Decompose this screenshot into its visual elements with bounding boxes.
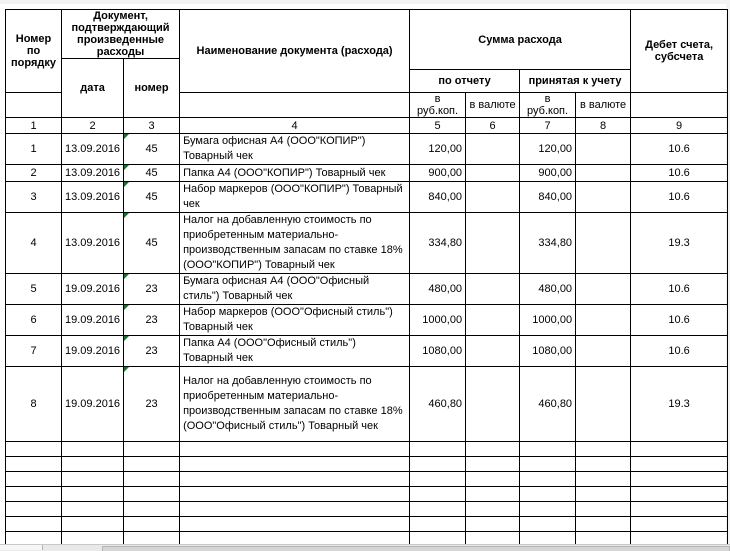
empty-cell[interactable]	[466, 517, 520, 532]
empty-cell[interactable]	[62, 487, 124, 502]
empty-cell[interactable]	[576, 502, 631, 517]
empty-row[interactable]	[6, 472, 728, 487]
empty-cell[interactable]	[520, 442, 576, 457]
empty-row[interactable]	[6, 457, 728, 472]
table-row[interactable]	[6, 367, 728, 442]
column-number: 8	[576, 118, 631, 134]
table-row[interactable]	[6, 134, 728, 165]
empty-cell[interactable]	[466, 472, 520, 487]
accepted-rub-cell[interactable]: 900,00	[520, 165, 576, 182]
amount-rub-cell[interactable]: 1080,00	[410, 336, 466, 367]
amount-currency-cell[interactable]	[466, 134, 520, 165]
empty-cell[interactable]	[631, 487, 728, 502]
accepted-rub-cell[interactable]: 1000,00	[520, 305, 576, 336]
accepted-currency-cell[interactable]	[576, 336, 631, 367]
sheet-tab[interactable]	[0, 545, 43, 550]
debit-account-cell[interactable]: 19.3	[631, 213, 728, 274]
amount-rub-cell[interactable]: 1000,00	[410, 305, 466, 336]
column-number: 7	[520, 118, 576, 134]
header-currency-accepted: в валюте	[576, 93, 631, 118]
empty-row[interactable]	[6, 517, 728, 532]
doc-number-cell[interactable]: 23	[124, 367, 180, 442]
date-cell[interactable]: 13.09.2016	[62, 213, 124, 274]
empty-cell[interactable]	[410, 517, 466, 532]
expense-report-table	[5, 9, 728, 547]
empty-cell[interactable]	[466, 457, 520, 472]
amount-rub-cell[interactable]: 900,00	[410, 165, 466, 182]
empty-cell[interactable]	[124, 502, 180, 517]
header-filler-cell	[631, 93, 728, 118]
column-number: 9	[631, 118, 728, 134]
date-cell[interactable]: 19.09.2016	[62, 305, 124, 336]
accepted-currency-cell[interactable]	[576, 305, 631, 336]
empty-cell[interactable]	[124, 457, 180, 472]
accepted-currency-cell[interactable]	[576, 134, 631, 165]
amount-currency-cell[interactable]	[466, 336, 520, 367]
table-row[interactable]	[6, 336, 728, 367]
empty-cell[interactable]	[631, 457, 728, 472]
amount-rub-cell[interactable]: 334,80	[410, 213, 466, 274]
row-number-cell[interactable]: 8	[6, 367, 62, 442]
row-number-cell[interactable]: 3	[6, 182, 62, 213]
row-number-cell[interactable]: 1	[6, 134, 62, 165]
debit-account-cell[interactable]: 19.3	[631, 367, 728, 442]
empty-cell[interactable]	[631, 502, 728, 517]
column-number: 2	[62, 118, 124, 134]
empty-row[interactable]	[6, 442, 728, 457]
row-number-cell[interactable]: 2	[6, 165, 62, 182]
debit-account-cell[interactable]: 10.6	[631, 134, 728, 165]
empty-cell[interactable]	[576, 472, 631, 487]
header-accepted: принятая к учету	[520, 70, 631, 93]
empty-cell[interactable]	[6, 487, 62, 502]
debit-account-cell[interactable]: 10.6	[631, 305, 728, 336]
accepted-currency-cell[interactable]	[576, 274, 631, 305]
empty-cell[interactable]	[520, 472, 576, 487]
accepted-currency-cell[interactable]	[576, 367, 631, 442]
header-by-report: по отчету	[410, 70, 520, 93]
header-filler-cell	[180, 93, 410, 118]
accepted-rub-cell[interactable]: 1080,00	[520, 336, 576, 367]
header-currency-report: в валюте	[466, 93, 520, 118]
column-number: 5	[410, 118, 466, 134]
column-number: 6	[466, 118, 520, 134]
amount-currency-cell[interactable]	[466, 274, 520, 305]
header-date: дата	[62, 59, 124, 118]
document-name-cell[interactable]: Бумага офисная А4 (ООО"КОПИР") Товарный чек	[180, 134, 410, 165]
empty-cell[interactable]	[631, 442, 728, 457]
amount-rub-cell[interactable]: 120,00	[410, 134, 466, 165]
amount-rub-cell[interactable]: 840,00	[410, 182, 466, 213]
empty-cell[interactable]	[576, 487, 631, 502]
debit-account-cell[interactable]: 10.6	[631, 274, 728, 305]
row-number-cell[interactable]: 4	[6, 213, 62, 274]
accepted-currency-cell[interactable]	[576, 182, 631, 213]
date-cell[interactable]: 13.09.2016	[62, 165, 124, 182]
amount-currency-cell[interactable]	[466, 165, 520, 182]
header-number: номер	[124, 59, 180, 118]
amount-rub-cell[interactable]: 480,00	[410, 274, 466, 305]
empty-cell[interactable]	[576, 457, 631, 472]
row-number-cell[interactable]: 7	[6, 336, 62, 367]
empty-cell[interactable]	[62, 472, 124, 487]
empty-cell[interactable]	[520, 457, 576, 472]
accepted-currency-cell[interactable]	[576, 213, 631, 274]
doc-number-cell[interactable]: 45	[124, 165, 180, 182]
header-rub-accepted: в руб.коп.	[520, 93, 576, 118]
empty-cell[interactable]	[631, 517, 728, 532]
header-document: Документ, подтверждающий произведенные расходы	[62, 10, 180, 59]
doc-number-cell[interactable]: 23	[124, 274, 180, 305]
empty-row[interactable]	[6, 487, 728, 502]
header-amount: Сумма расхода	[410, 10, 631, 70]
empty-cell[interactable]	[410, 442, 466, 457]
accepted-rub-cell[interactable]: 460,80	[520, 367, 576, 442]
column-number: 4	[180, 118, 410, 134]
accepted-rub-cell[interactable]: 480,00	[520, 274, 576, 305]
date-cell[interactable]: 19.09.2016	[62, 336, 124, 367]
amount-currency-cell[interactable]	[466, 213, 520, 274]
empty-row[interactable]	[6, 502, 728, 517]
empty-cell[interactable]	[124, 517, 180, 532]
date-cell[interactable]: 19.09.2016	[62, 274, 124, 305]
amount-currency-cell[interactable]	[466, 305, 520, 336]
empty-cell[interactable]	[410, 472, 466, 487]
empty-cell[interactable]	[6, 502, 62, 517]
empty-cell[interactable]	[631, 472, 728, 487]
empty-cell[interactable]	[62, 457, 124, 472]
empty-cell[interactable]	[576, 442, 631, 457]
doc-number-cell[interactable]: 45	[124, 182, 180, 213]
table-row[interactable]	[6, 182, 728, 213]
document-name-cell[interactable]: Папка А4 (ООО"КОПИР") Товарный чек	[180, 165, 410, 182]
doc-number-cell[interactable]: 23	[124, 305, 180, 336]
empty-cell[interactable]	[124, 472, 180, 487]
empty-cell[interactable]	[180, 472, 410, 487]
empty-cell[interactable]	[180, 502, 410, 517]
column-number: 1	[6, 118, 62, 134]
empty-cell[interactable]	[520, 502, 576, 517]
document-name-cell[interactable]: Налог на добавленную стоимость по приобретенным материально-производственным запасам по ставке 18% (ООО"КОПИР") Товарный чек	[180, 213, 410, 274]
document-name-cell[interactable]: Набор маркеров (ООО"КОПИР") Товарный чек	[180, 182, 410, 213]
sheet-top-border	[0, 0, 730, 4]
column-number: 3	[124, 118, 180, 134]
horizontal-scrollbar[interactable]	[102, 546, 730, 551]
empty-cell[interactable]	[410, 457, 466, 472]
empty-cell[interactable]	[180, 457, 410, 472]
document-name-cell[interactable]: Налог на добавленную стоимость по приобретенным материально-производственным запасам по ставке 18% (ООО"Офисный стиль") Товарный чек	[180, 367, 410, 442]
date-cell[interactable]: 13.09.2016	[62, 182, 124, 213]
table-row[interactable]	[6, 305, 728, 336]
amount-rub-cell[interactable]: 460,80	[410, 367, 466, 442]
empty-cell[interactable]	[62, 442, 124, 457]
empty-cell[interactable]	[180, 442, 410, 457]
accepted-rub-cell[interactable]: 840,00	[520, 182, 576, 213]
doc-number-cell[interactable]: 45	[124, 134, 180, 165]
debit-account-cell[interactable]: 10.6	[631, 336, 728, 367]
empty-cell[interactable]	[520, 487, 576, 502]
empty-cell[interactable]	[520, 517, 576, 532]
empty-cell[interactable]	[180, 487, 410, 502]
accepted-rub-cell[interactable]: 120,00	[520, 134, 576, 165]
empty-cell[interactable]	[6, 472, 62, 487]
document-name-cell[interactable]: Бумага офисная А4 (ООО"Офисный стиль") Товарный чек	[180, 274, 410, 305]
empty-cell[interactable]	[410, 502, 466, 517]
empty-cell[interactable]	[466, 442, 520, 457]
empty-cell[interactable]	[124, 442, 180, 457]
empty-cell[interactable]	[6, 457, 62, 472]
header-filler-cell	[6, 93, 62, 118]
document-name-cell[interactable]: Набор маркеров (ООО"Офисный стиль") Товарный чек	[180, 305, 410, 336]
row-number-cell[interactable]: 6	[6, 305, 62, 336]
date-cell[interactable]: 13.09.2016	[62, 134, 124, 165]
empty-cell[interactable]	[576, 517, 631, 532]
table-row[interactable]	[6, 165, 728, 182]
column-number-row	[6, 118, 728, 134]
header-debit-account: Дебет счета, субсчета	[631, 10, 728, 93]
empty-cell[interactable]	[466, 487, 520, 502]
date-cell[interactable]: 19.09.2016	[62, 367, 124, 442]
empty-cell[interactable]	[410, 487, 466, 502]
debit-account-cell[interactable]: 10.6	[631, 182, 728, 213]
empty-cell[interactable]	[180, 517, 410, 532]
doc-number-cell[interactable]: 23	[124, 336, 180, 367]
empty-cell[interactable]	[62, 502, 124, 517]
amount-currency-cell[interactable]	[466, 182, 520, 213]
empty-cell[interactable]	[6, 442, 62, 457]
row-number-cell[interactable]: 5	[6, 274, 62, 305]
accepted-currency-cell[interactable]	[576, 165, 631, 182]
table-row[interactable]	[6, 274, 728, 305]
header-rub-report: в руб.коп.	[410, 93, 466, 118]
header-row-number: Номер по порядку	[6, 10, 62, 93]
table-row[interactable]	[6, 213, 728, 274]
debit-account-cell[interactable]: 10.6	[631, 165, 728, 182]
empty-cell[interactable]	[6, 517, 62, 532]
empty-cell[interactable]	[466, 502, 520, 517]
document-name-cell[interactable]: Папка А4 (ООО"Офисный стиль") Товарный чек	[180, 336, 410, 367]
doc-number-cell[interactable]: 45	[124, 213, 180, 274]
empty-cell[interactable]	[62, 517, 124, 532]
empty-cell[interactable]	[124, 487, 180, 502]
accepted-rub-cell[interactable]: 334,80	[520, 213, 576, 274]
header-document-name: Наименование документа (расхода)	[180, 10, 410, 93]
amount-currency-cell[interactable]	[466, 367, 520, 442]
